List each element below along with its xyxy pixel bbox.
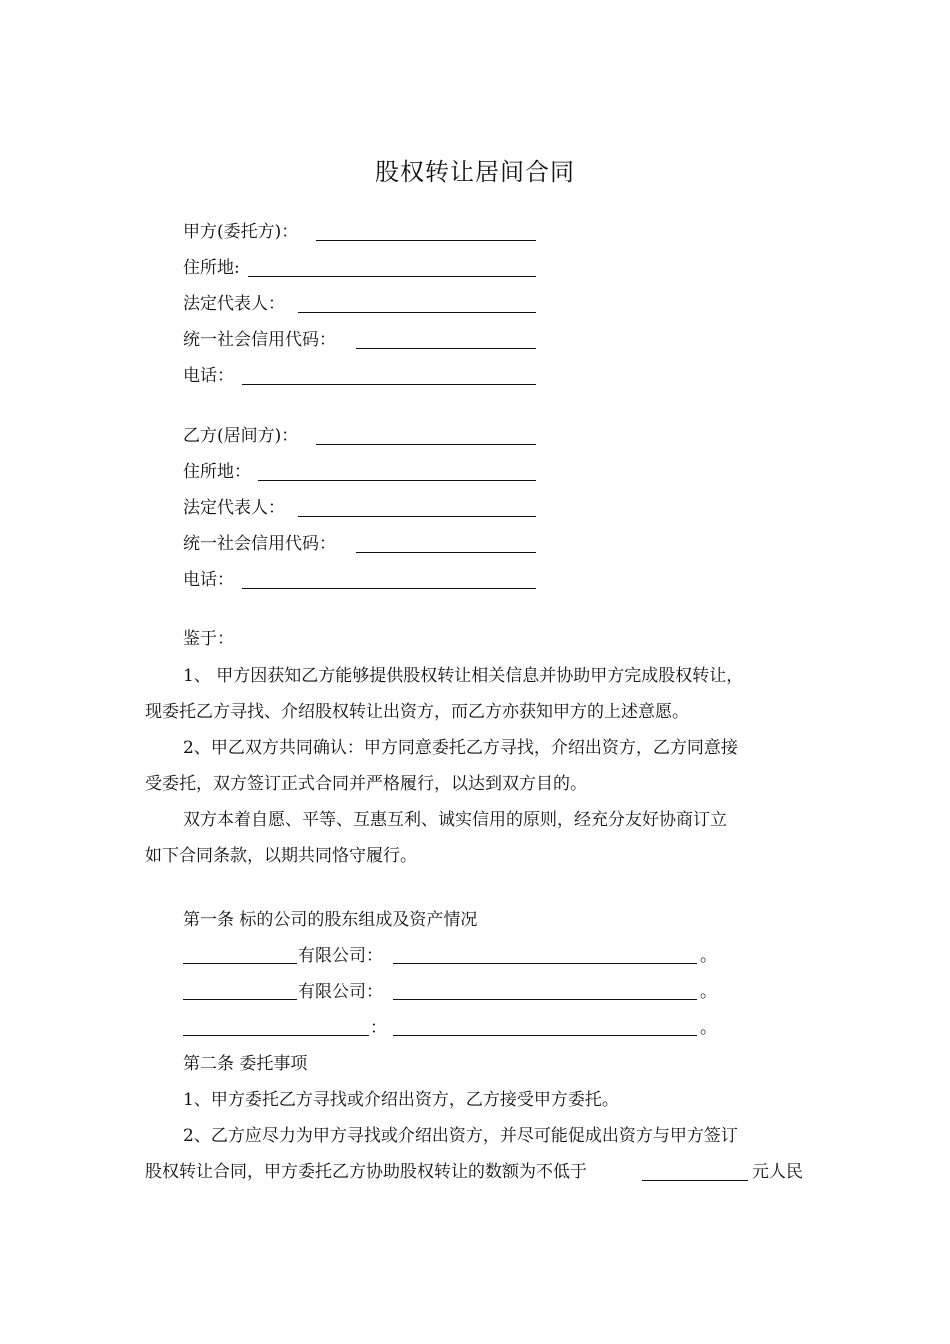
party-a-address-row bbox=[183, 253, 240, 283]
party-a-credit-blank[interactable] bbox=[356, 348, 536, 349]
article2-item2-line2: 股权转让合同，甲方委托乙方协助股权转让的数额为不低于 bbox=[145, 1162, 587, 1182]
party-b-rep-blank[interactable] bbox=[298, 516, 536, 517]
article1-row3-end: 。 bbox=[700, 1018, 717, 1038]
article2-item2-line1: 2、乙方应尽力为甲方寻找或介绍出资方，并尽可能促成出资方与甲方签订 bbox=[183, 1126, 738, 1146]
party-b-phone-label: 电话： bbox=[183, 570, 234, 590]
party-a-phone-blank[interactable] bbox=[242, 384, 536, 385]
party-a-phone-row bbox=[183, 361, 234, 391]
party-b-phone-blank[interactable] bbox=[242, 588, 536, 589]
article1-row2-label: 有限公司： bbox=[298, 982, 383, 1002]
whereas-item1-line2: 现委托乙方寻找、介绍股权转让出资方，而乙方亦获知甲方的上述意愿。 bbox=[145, 702, 689, 722]
article1-row3-detail-blank[interactable] bbox=[393, 1035, 697, 1036]
party-a-rep-label: 法定代表人： bbox=[183, 294, 285, 314]
article2-heading: 第二条 委托事项 bbox=[183, 1054, 308, 1074]
whereas-item3-line2: 如下合同条款，以期共同恪守履行。 bbox=[145, 846, 417, 866]
party-a-credit-row bbox=[183, 325, 336, 355]
article1-row1-detail-blank[interactable] bbox=[393, 963, 697, 964]
article1-row2-company-blank[interactable] bbox=[183, 999, 297, 1000]
party-b-address-blank[interactable] bbox=[258, 480, 536, 481]
party-a-rep-blank[interactable] bbox=[298, 312, 536, 313]
party-a-address-blank[interactable] bbox=[248, 276, 536, 277]
party-b-address-label: 住所地： bbox=[183, 462, 251, 482]
article1-row3-name-blank[interactable] bbox=[183, 1035, 369, 1036]
whereas-item3-line1: 双方本着自愿、平等、互惠互利、诚实信用的原则，经充分友好协商订立 bbox=[183, 810, 727, 830]
party-a-name-blank[interactable] bbox=[316, 240, 536, 241]
article1-row1-end: 。 bbox=[700, 946, 717, 966]
whereas-heading: 鉴于： bbox=[183, 629, 234, 649]
party-a-address-label: 住所地: bbox=[183, 258, 240, 278]
article1-heading: 第一条 标的公司的股东组成及资产情况 bbox=[183, 910, 478, 930]
article1-row1-label: 有限公司： bbox=[298, 946, 383, 966]
party-a-name-row bbox=[183, 217, 298, 247]
party-b-rep-label: 法定代表人： bbox=[183, 498, 285, 518]
party-b-credit-label: 统一社会信用代码： bbox=[183, 534, 336, 554]
whereas-item2-line2: 受委托，双方签订正式合同并严格履行，以达到双方目的。 bbox=[145, 774, 587, 794]
party-b-rep-row bbox=[183, 493, 285, 523]
party-b-name-label: 乙方(居间方)： bbox=[183, 426, 299, 446]
article1-row2-end: 。 bbox=[700, 982, 717, 1002]
whereas-item1-line1: 1、 甲方因获知乙方能够提供股权转让相关信息并协助甲方完成股权转让， bbox=[183, 666, 744, 686]
party-b-phone-row bbox=[183, 565, 234, 595]
article2-item2-line2-end: 元人民 bbox=[752, 1162, 803, 1182]
party-b-name-blank[interactable] bbox=[316, 444, 536, 445]
party-b-name-row bbox=[183, 421, 298, 451]
whereas-item2-line1: 2、甲乙双方共同确认：甲方同意委托乙方寻找，介绍出资方，乙方同意接 bbox=[183, 738, 738, 758]
party-b-credit-row bbox=[183, 529, 336, 559]
article1-row2-detail-blank[interactable] bbox=[393, 999, 697, 1000]
article2-item1: 1、甲方委托乙方寻找或介绍出资方，乙方接受甲方委托。 bbox=[183, 1090, 619, 1110]
party-a-name-label: 甲方(委托方)： bbox=[183, 222, 299, 242]
article2-amount-blank[interactable] bbox=[642, 1180, 748, 1181]
article1-row1-company-blank[interactable] bbox=[183, 963, 297, 964]
party-b-credit-blank[interactable] bbox=[356, 552, 536, 553]
page-title: 股权转让居间合同 bbox=[375, 158, 575, 186]
party-a-credit-label: 统一社会信用代码： bbox=[183, 330, 336, 350]
article1-row3-label: ： bbox=[370, 1018, 387, 1038]
party-b-address-row bbox=[183, 457, 251, 487]
party-a-phone-label: 电话： bbox=[183, 366, 234, 386]
party-a-rep-row bbox=[183, 289, 285, 319]
